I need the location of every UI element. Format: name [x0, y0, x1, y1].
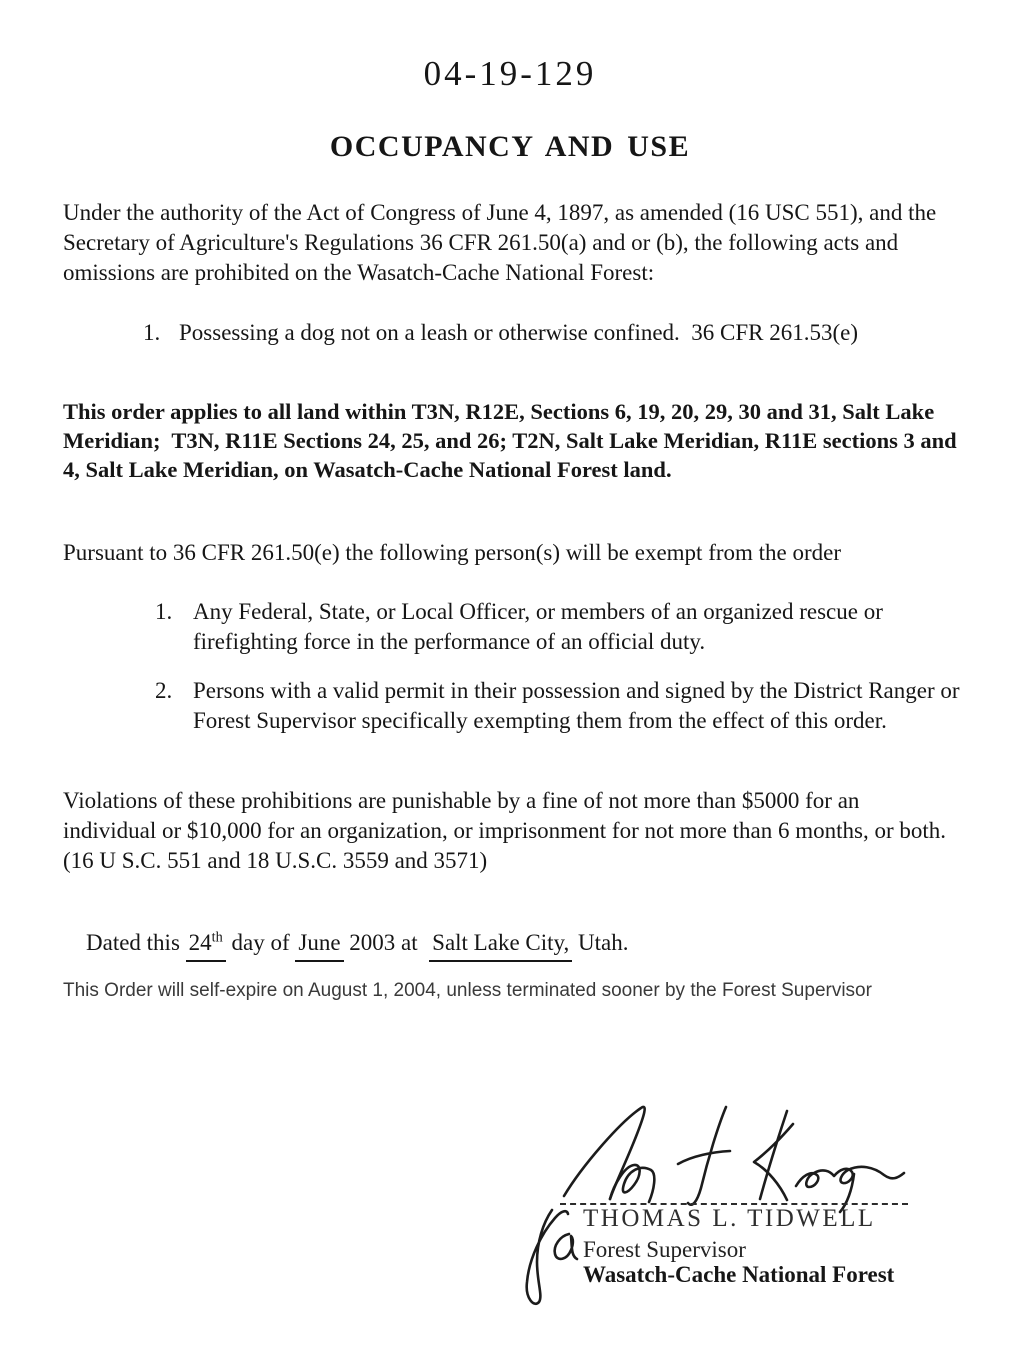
exemption-item — [155, 676, 965, 736]
exemption-item-text: Persons with a valid permit in their possession and signed by the District Ranger or Forest Supervisor specifically exempting them from the effect of this order. — [193, 678, 966, 733]
order-number: 04-19-129 — [423, 54, 597, 93]
violations-paragraph: Violations of these prohibitions are punishable by a fine of not more than $5000 for an individual or $10,000 for an organization, or imprisonment for not more than 6 months, or both. (16 U S.C. 551 and 18 U.S.C. 3559 and 3571) — [63, 788, 958, 873]
dated-mid2: 2003 at — [343, 930, 430, 955]
dated-day-suffix: th — [211, 929, 223, 946]
exemption-intro-paragraph: Pursuant to 36 CFR 261.50(e) the following person(s) will be exempt from the order — [63, 540, 842, 565]
prohibition-item-number: 1. — [143, 320, 161, 345]
dated-month: June — [295, 927, 343, 962]
intro-paragraph: Under the authority of the Act of Congress of June 4, 1897, as amended (16 USC 551), and the Secretary of Agriculture's Regulations 36 CFR 261.50(a) and or (b), the following acts and omissions are prohibited on the Wasatch-Cache National Forest: — [63, 200, 942, 285]
signer-title: Forest Supervisor — [583, 1237, 746, 1262]
for-initials-scrawl — [514, 1196, 588, 1308]
expiration-note: This Order will self-expire on August 1, 2004, unless terminated sooner by the Forest Supervisor — [63, 980, 872, 1001]
exemption-item-number: 2. — [155, 678, 173, 703]
signer-name: THOMAS L. TIDWELL — [583, 1205, 876, 1232]
exemption-item — [155, 597, 965, 657]
document-title: OCCUPANCY AND USE — [329, 130, 691, 163]
prohibition-item — [143, 318, 963, 348]
exemption-item-number: 1. — [155, 599, 173, 624]
dated-day: 24th — [186, 927, 226, 962]
prohibition-item-text: Possessing a dog not on a leash or otherwise confined. 36 CFR 261.53(e) — [179, 320, 859, 345]
signature-scrawl — [540, 1104, 908, 1216]
dated-suffix: Utah. — [572, 930, 629, 955]
dated-mid1: day of — [225, 930, 296, 955]
dated-city: Salt Lake City, — [429, 927, 572, 962]
dated-prefix: Dated this — [86, 930, 186, 955]
exemption-item-text: Any Federal, State, or Local Officer, or members of an organized rescue or firefighting force in the performance of an official duty. — [193, 599, 889, 654]
signer-organization: Wasatch-Cache National Forest — [583, 1262, 895, 1287]
applicability-paragraph: This order applies to all land within T3N, R12E, Sections 6, 19, 20, 29, 30 and 31, Salt Lake Meridian; T3N, R11E Sections 24, 25, and 26; T2N, Salt Lake Meridian, R11E sections 3 and 4, Salt Lake Meridian, on Wasatch-Cache National Forest land. — [63, 399, 963, 482]
